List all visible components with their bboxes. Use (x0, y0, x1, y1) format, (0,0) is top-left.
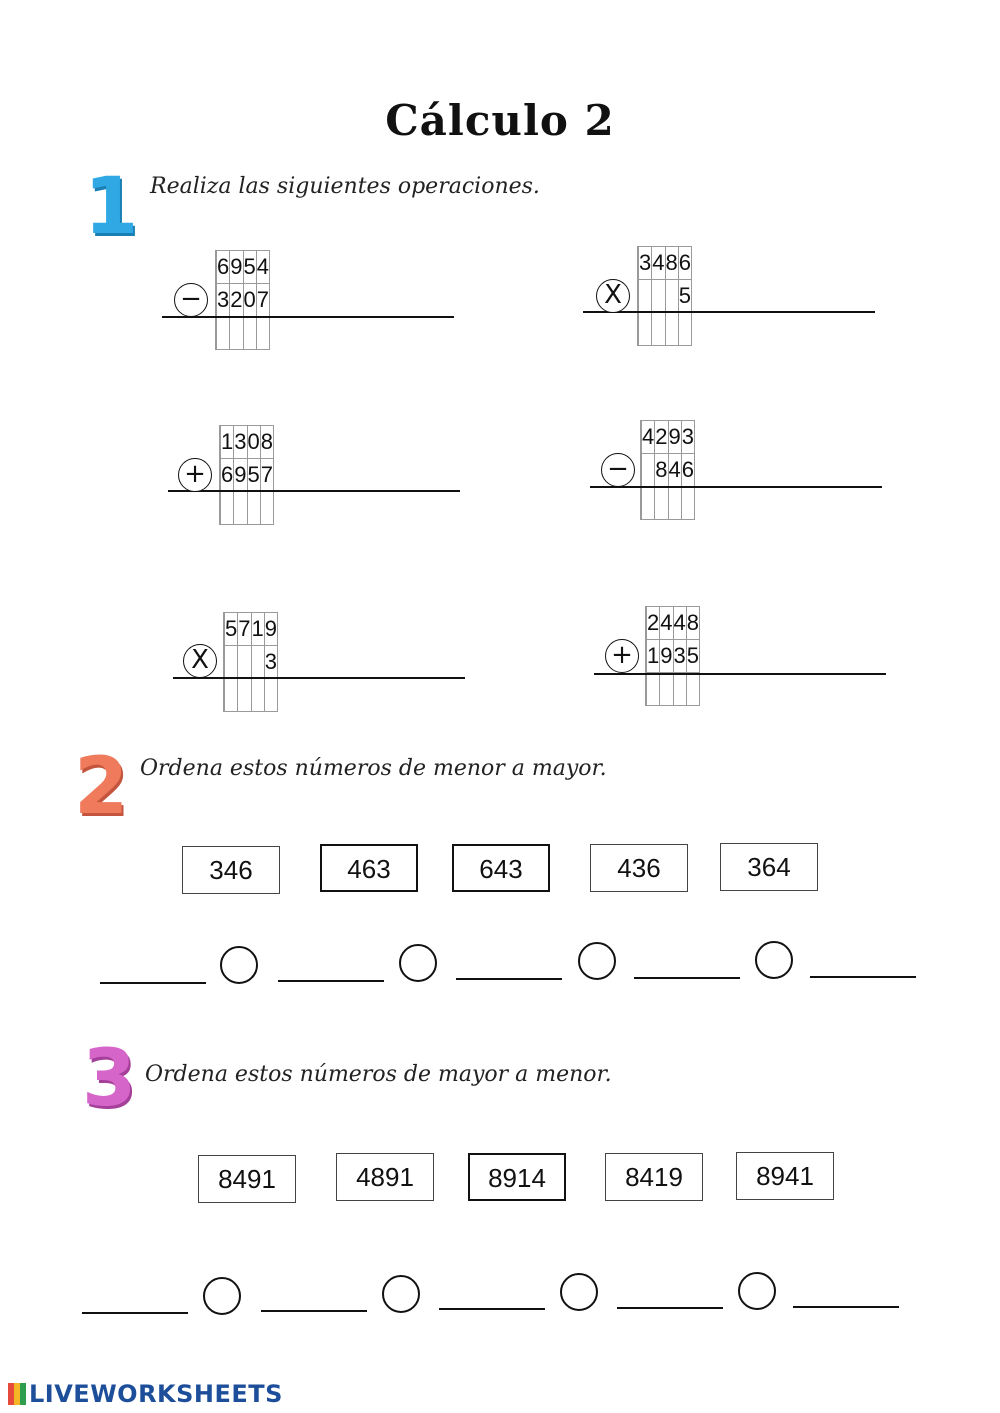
answer-blank[interactable] (100, 982, 206, 984)
answer-cell[interactable] (655, 487, 668, 520)
operation-sign-icon: − (174, 283, 208, 317)
liveworksheets-logo (8, 1380, 283, 1408)
operation-sign-icon: X (183, 644, 217, 678)
operation-grid (215, 250, 270, 350)
digit-cell: 9 (230, 251, 243, 284)
digit-cell: 4 (642, 421, 655, 454)
number-box: 463 (320, 844, 418, 892)
digit-cell (639, 280, 652, 313)
answer-blank[interactable] (634, 977, 740, 979)
comparison-circle[interactable] (738, 1272, 776, 1310)
section-number-2: 2 (74, 742, 129, 832)
digit-cell (225, 646, 238, 679)
digit-cell: 1 (251, 613, 264, 646)
answer-blank[interactable] (617, 1307, 723, 1309)
answer-cell[interactable] (678, 313, 691, 346)
answer-blank[interactable] (439, 1308, 545, 1310)
digit-cell: 5 (225, 613, 238, 646)
answer-blank[interactable] (261, 1310, 367, 1312)
digit-cell: 3 (264, 646, 277, 679)
digit-cell: 9 (264, 613, 277, 646)
logo-icon (8, 1383, 26, 1405)
section-number-1: 1 (84, 162, 139, 252)
comparison-circle[interactable] (755, 941, 793, 979)
answer-cell[interactable] (234, 492, 247, 525)
answer-cell[interactable] (260, 492, 273, 525)
answer-cell[interactable] (681, 487, 694, 520)
answer-cell[interactable] (230, 317, 243, 350)
operation-sign-icon: − (601, 453, 635, 487)
answer-cell[interactable] (673, 673, 686, 706)
answer-cell[interactable] (686, 673, 699, 706)
digit-cell: 8 (655, 454, 668, 487)
digit-cell: 6 (681, 454, 694, 487)
logo-text: LIVEWORKSHEETS (29, 1380, 283, 1408)
answer-cell[interactable] (247, 492, 260, 525)
digit-cell: 5 (243, 251, 256, 284)
digit-cell: 3 (639, 247, 652, 280)
digit-cell: 4 (673, 607, 686, 640)
number-box: 643 (452, 844, 550, 892)
answer-cell[interactable] (668, 487, 681, 520)
digit-cell (238, 646, 251, 679)
digit-cell: 6 (217, 251, 230, 284)
operation-line (173, 677, 465, 679)
comparison-circle[interactable] (203, 1277, 241, 1315)
digit-cell (251, 646, 264, 679)
digit-cell: 8 (686, 607, 699, 640)
digit-cell (652, 280, 665, 313)
number-box: 8419 (605, 1153, 703, 1201)
operation-sign-icon: + (178, 458, 212, 492)
answer-cell[interactable] (238, 679, 251, 712)
answer-cell[interactable] (264, 679, 277, 712)
operation-line (590, 486, 882, 488)
comparison-circle[interactable] (578, 942, 616, 980)
digit-cell: 0 (247, 426, 260, 459)
number-box: 364 (720, 843, 818, 891)
operation-grid (223, 612, 278, 712)
digit-cell: 1 (221, 426, 234, 459)
comparison-circle[interactable] (560, 1273, 598, 1311)
digit-cell: 3 (217, 284, 230, 317)
operation-grid (637, 246, 692, 346)
digit-cell: 5 (686, 640, 699, 673)
comparison-circle[interactable] (382, 1275, 420, 1313)
answer-cell[interactable] (665, 313, 678, 346)
number-box: 346 (182, 846, 280, 894)
digit-cell: 6 (221, 459, 234, 492)
answer-blank[interactable] (278, 980, 384, 982)
digit-cell: 9 (668, 421, 681, 454)
page-title: Cálculo 2 (385, 96, 615, 145)
number-box: 4891 (336, 1153, 434, 1201)
number-box: 8941 (736, 1152, 834, 1200)
digit-cell: 4 (652, 247, 665, 280)
digit-cell: 7 (256, 284, 269, 317)
digit-cell (665, 280, 678, 313)
operation-line (168, 490, 460, 492)
operation-sign-icon: + (605, 639, 639, 673)
section-3-instruction: Ordena estos números de mayor a menor. (145, 1062, 612, 1087)
answer-cell[interactable] (217, 317, 230, 350)
number-box: 436 (590, 844, 688, 892)
digit-cell: 7 (238, 613, 251, 646)
answer-cell[interactable] (251, 679, 264, 712)
number-box: 8914 (468, 1153, 566, 1201)
digit-cell: 1 (647, 640, 660, 673)
comparison-circle[interactable] (399, 944, 437, 982)
answer-cell[interactable] (639, 313, 652, 346)
digit-cell: 8 (260, 426, 273, 459)
answer-blank[interactable] (793, 1306, 899, 1308)
comparison-circle[interactable] (220, 946, 258, 984)
digit-cell: 6 (678, 247, 691, 280)
section-1-instruction: Realiza las siguientes operaciones. (150, 174, 540, 199)
operation-grid (219, 425, 274, 525)
operation-line (162, 316, 454, 318)
digit-cell: 4 (256, 251, 269, 284)
digit-cell (642, 454, 655, 487)
answer-blank[interactable] (82, 1312, 188, 1314)
digit-cell: 2 (647, 607, 660, 640)
digit-cell: 5 (247, 459, 260, 492)
answer-cell[interactable] (652, 313, 665, 346)
digit-cell: 3 (673, 640, 686, 673)
operation-sign-icon: X (596, 279, 630, 313)
section-number-3: 3 (82, 1034, 137, 1124)
digit-cell: 3 (234, 426, 247, 459)
digit-cell: 7 (260, 459, 273, 492)
answer-cell[interactable] (256, 317, 269, 350)
digit-cell: 9 (660, 640, 673, 673)
answer-cell[interactable] (642, 487, 655, 520)
operation-line (594, 673, 886, 675)
digit-cell: 4 (668, 454, 681, 487)
operation-line (583, 311, 875, 313)
operation-grid (640, 420, 695, 520)
answer-cell[interactable] (243, 317, 256, 350)
answer-cell[interactable] (647, 673, 660, 706)
digit-cell: 4 (660, 607, 673, 640)
digit-cell: 3 (681, 421, 694, 454)
digit-cell: 0 (243, 284, 256, 317)
answer-cell[interactable] (660, 673, 673, 706)
section-2-instruction: Ordena estos números de menor a mayor. (140, 756, 607, 781)
operation-grid (645, 606, 700, 706)
digit-cell: 2 (230, 284, 243, 317)
digit-cell: 2 (655, 421, 668, 454)
answer-blank[interactable] (810, 976, 916, 978)
digit-cell: 9 (234, 459, 247, 492)
digit-cell: 8 (665, 247, 678, 280)
number-box: 8491 (198, 1155, 296, 1203)
answer-cell[interactable] (225, 679, 238, 712)
answer-blank[interactable] (456, 978, 562, 980)
digit-cell: 5 (678, 280, 691, 313)
answer-cell[interactable] (221, 492, 234, 525)
